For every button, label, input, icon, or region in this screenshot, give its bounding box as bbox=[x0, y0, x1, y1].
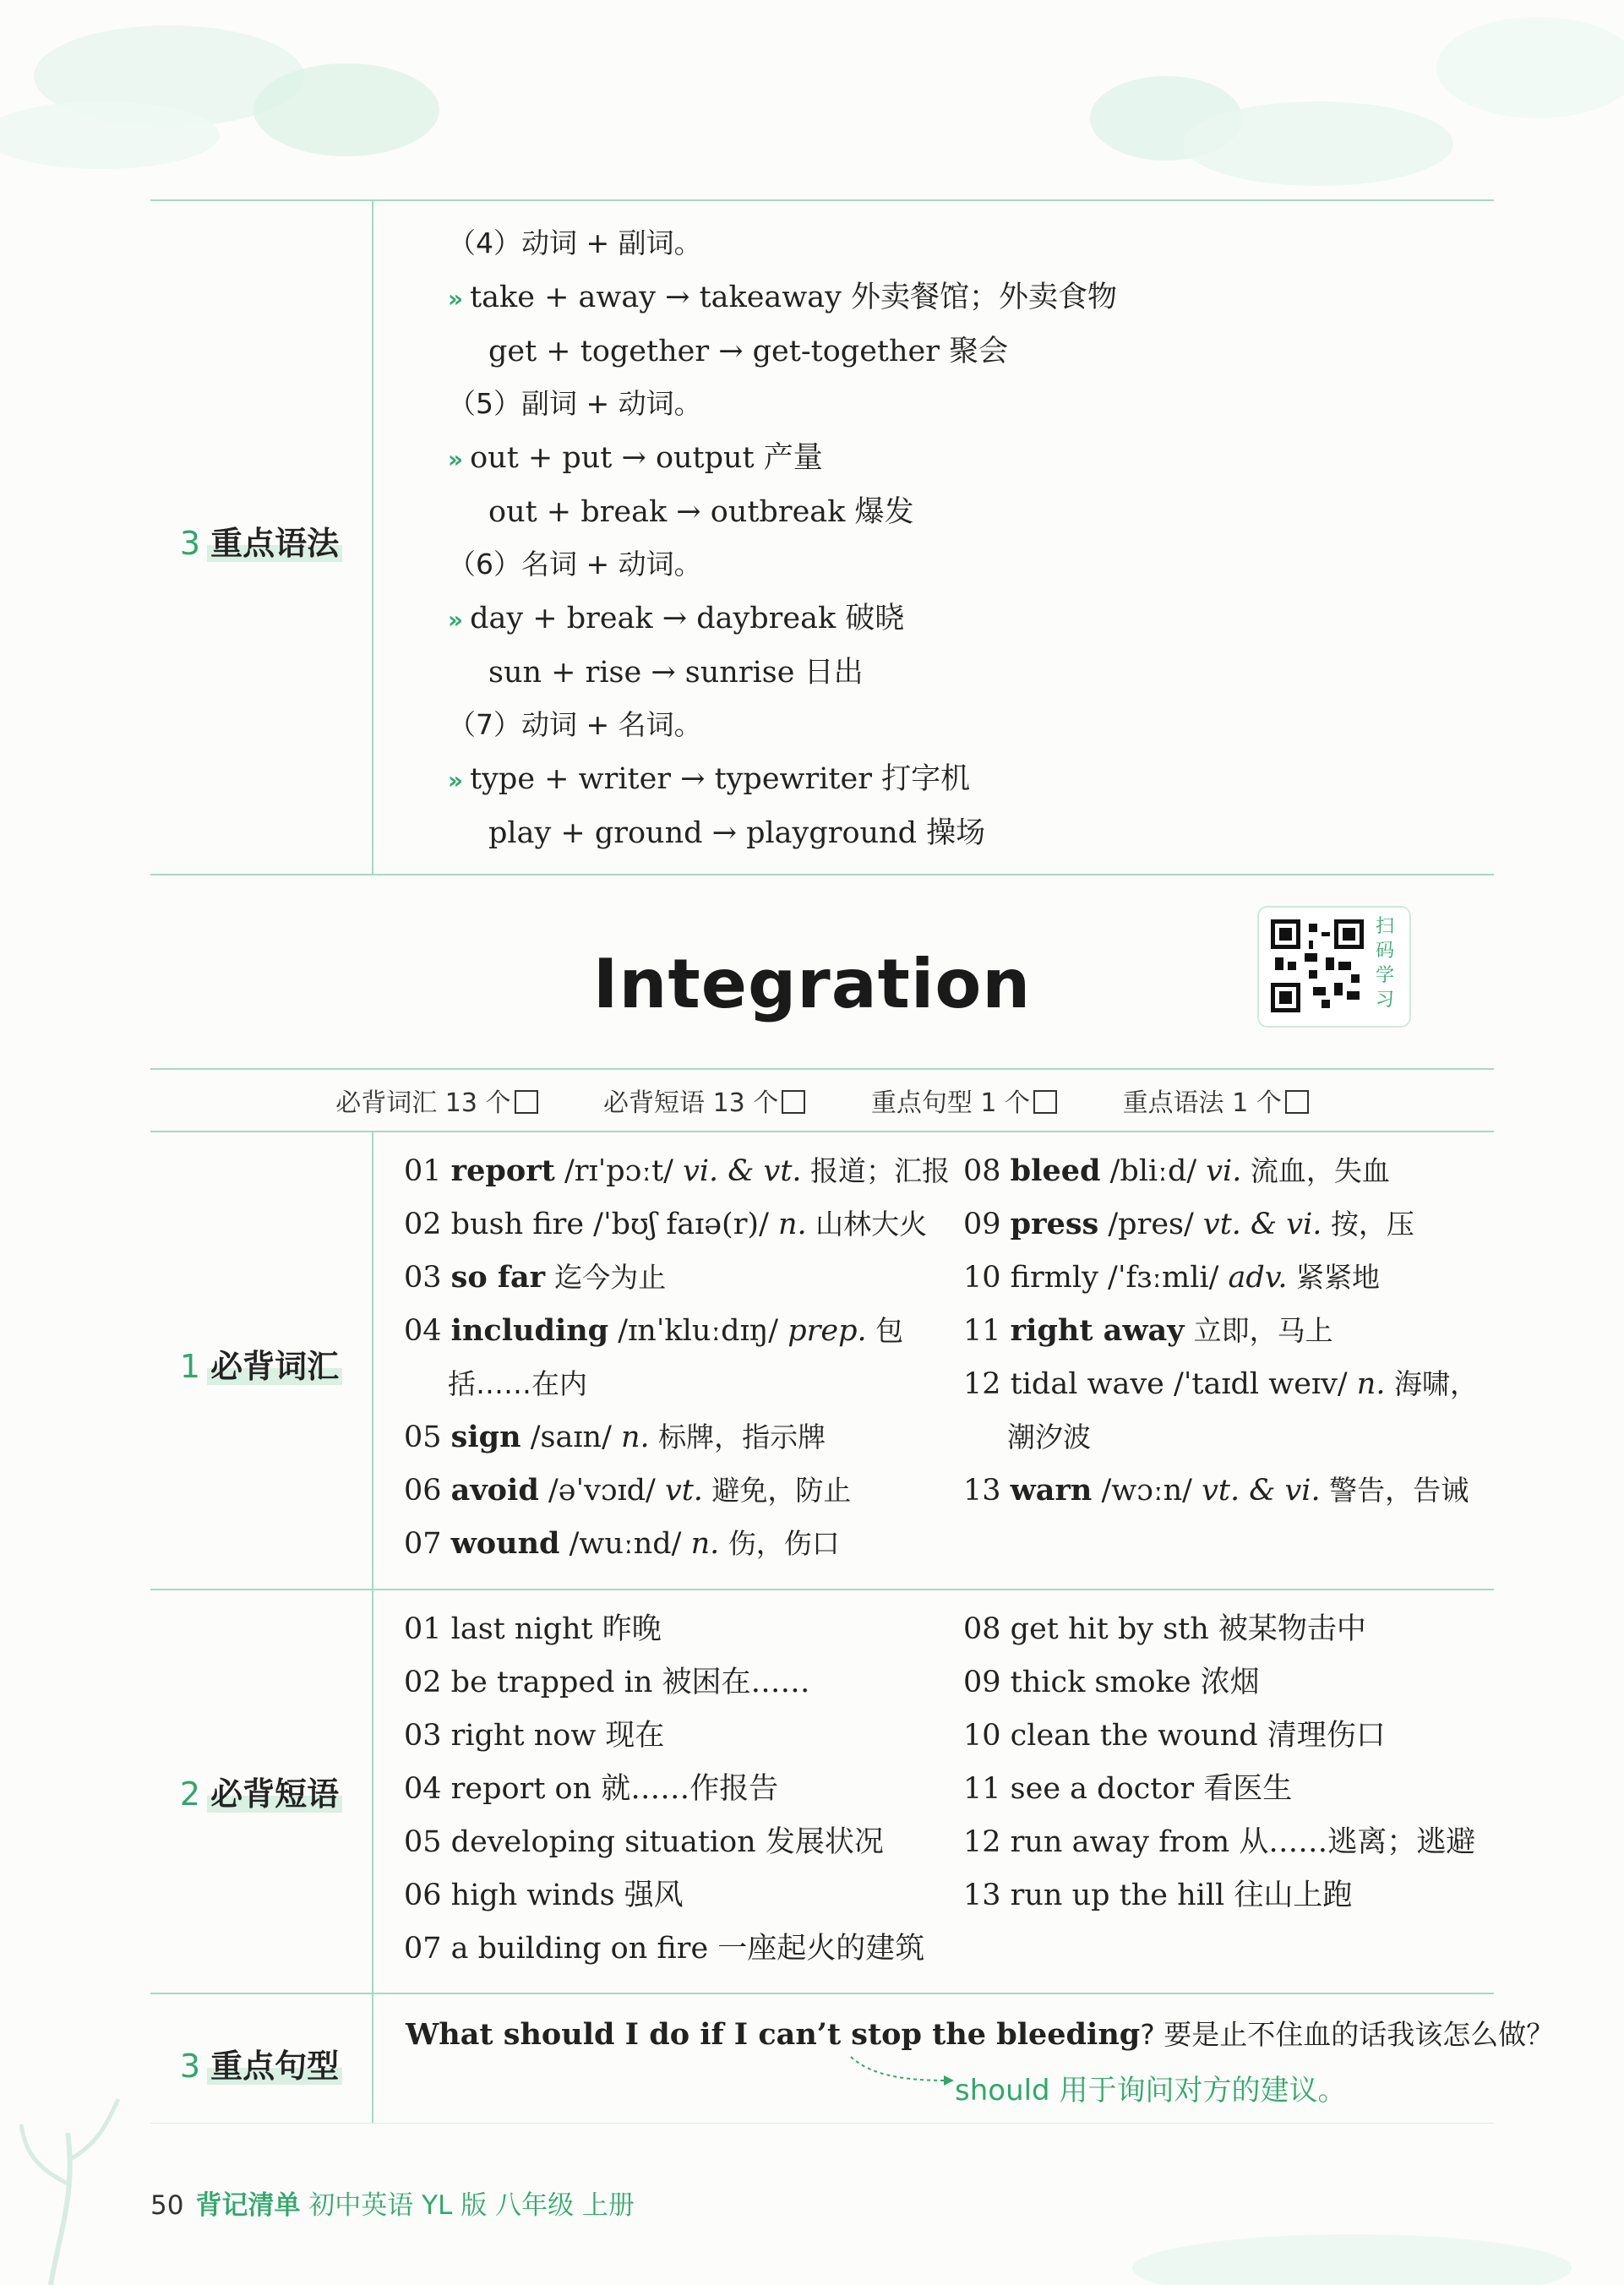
entry-number: 13 bbox=[963, 1474, 1011, 1508]
vocab-entry bbox=[404, 1421, 826, 1454]
phrase-entry: 13 run up the hill 往山上跑 bbox=[963, 1879, 1353, 1912]
entry-number: 03 bbox=[404, 1261, 451, 1295]
entry-meaning: 按，压 bbox=[1322, 1208, 1414, 1241]
book-subtitle: 初中英语 YL 版 八年级 上册 bbox=[300, 2190, 635, 2221]
entry-pos: n. bbox=[690, 1527, 720, 1561]
entry-number: 07 bbox=[404, 1527, 451, 1561]
phrases-label bbox=[150, 1768, 372, 1814]
summary-bar bbox=[150, 1082, 1494, 1119]
vocab-divider bbox=[372, 1132, 373, 1589]
phrase-entry: 05 developing situation 发展状况 bbox=[404, 1825, 884, 1859]
key-sentence bbox=[406, 2018, 1554, 2052]
vocab-entry bbox=[963, 1367, 1478, 1401]
entry-meaning: 山林大火 bbox=[806, 1208, 928, 1241]
summary-patterns: 重点句型 1 个 bbox=[871, 1088, 1057, 1118]
grammar-line: play + ground → playground 操场 bbox=[488, 816, 986, 850]
entry-phonetic: /rɪˈpɔːt/ bbox=[554, 1154, 684, 1188]
entry-meaning: 迄今为止 bbox=[554, 1261, 667, 1294]
qr-code-icon[interactable] bbox=[1271, 919, 1364, 1012]
entry-pos: adv. bbox=[1228, 1261, 1288, 1295]
phrase-entry: 09 thick smoke 浓烟 bbox=[963, 1666, 1260, 1699]
entry-meaning: 包 bbox=[866, 1314, 904, 1347]
entry-word: warn bbox=[1010, 1473, 1093, 1508]
entry-meaning: 标牌，指示牌 bbox=[649, 1421, 826, 1453]
entry-number: 04 bbox=[404, 1314, 451, 1348]
entry-meaning: 立即，马上 bbox=[1193, 1314, 1333, 1347]
entry-word: report bbox=[450, 1153, 555, 1188]
checkbox[interactable] bbox=[1033, 1090, 1057, 1114]
entry-word: firmly bbox=[1010, 1261, 1098, 1295]
note-pointer-icon bbox=[849, 2053, 959, 2087]
phrase-entry: 08 get hit by sth 被某物击中 bbox=[963, 1612, 1366, 1646]
grammar-line: » day + break → daybreak 破晓 bbox=[448, 602, 905, 635]
entry-phonetic: /wuːnd/ bbox=[559, 1527, 691, 1561]
book-title: 背记清单 bbox=[195, 2190, 301, 2221]
entry-number: 09 bbox=[963, 1208, 1011, 1241]
phrases-label-text: 必背短语 bbox=[207, 1775, 342, 1813]
entry-phonetic: /ˈbʊʃ faɪə(r)/ bbox=[584, 1208, 779, 1241]
vocab-label-text: 必背词汇 bbox=[207, 1348, 342, 1385]
grammar-label-num: 3 bbox=[179, 525, 201, 562]
patterns-bottom-rule bbox=[150, 2123, 1494, 2124]
vocab-label bbox=[150, 1340, 372, 1387]
vocab-entry bbox=[963, 1314, 1333, 1348]
entry-number: 06 bbox=[404, 1474, 451, 1508]
sentence-note: should 用于询问对方的建议。 bbox=[955, 2074, 1347, 2108]
grammar-label-text: 重点语法 bbox=[207, 525, 342, 562]
example-marker-icon: » bbox=[448, 766, 464, 794]
summary-phrases: 必背短语 13 个 bbox=[603, 1088, 805, 1118]
grammar-line: » take + away → takeaway 外卖餐馆；外卖食物 bbox=[448, 281, 1118, 314]
entry-word: bleed bbox=[1010, 1153, 1101, 1188]
entry-pos: vt. bbox=[664, 1474, 703, 1508]
entry-word: press bbox=[1010, 1207, 1099, 1241]
entry-phonetic: /ˈfɜːmli/ bbox=[1098, 1261, 1229, 1295]
vocab-entry bbox=[963, 1154, 1390, 1188]
grammar-line: （4）动词 + 副词。 bbox=[448, 226, 702, 259]
phrase-entry: 12 run away from 从……逃离；逃避 bbox=[963, 1825, 1476, 1859]
entry-pos: n. bbox=[621, 1421, 650, 1454]
patterns-label bbox=[150, 2040, 372, 2086]
vocab-entry bbox=[404, 1527, 840, 1561]
entry-number: 12 bbox=[963, 1367, 1011, 1401]
entry-number: 08 bbox=[963, 1154, 1011, 1188]
entry-phonetic: /saɪn/ bbox=[520, 1421, 621, 1454]
checkbox[interactable] bbox=[782, 1090, 805, 1114]
entry-number: 01 bbox=[404, 1154, 451, 1188]
entry-number: 05 bbox=[404, 1421, 451, 1454]
background-decoration bbox=[0, 0, 1624, 270]
grammar-line: （7）动词 + 名词。 bbox=[448, 708, 702, 741]
entry-meaning: 括……在内 bbox=[448, 1367, 587, 1400]
vocab-entry bbox=[963, 1474, 1469, 1508]
summary-grammar: 重点语法 1 个 bbox=[1123, 1088, 1309, 1118]
vocab-entry bbox=[963, 1208, 1414, 1241]
entry-phonetic: /əˈvɔɪd/ bbox=[538, 1474, 665, 1508]
key-sentence-en: What should I do if I can’t stop the bleeding bbox=[406, 2017, 1141, 2052]
entry-pos: vi. & vt. bbox=[683, 1154, 802, 1188]
vocab-bottom-rule bbox=[150, 1589, 1494, 1590]
grammar-divider bbox=[372, 201, 373, 874]
grammar-line: » type + writer → typewriter 打字机 bbox=[448, 762, 971, 796]
patterns-label-num: 3 bbox=[179, 2048, 201, 2085]
entry-phonetic: /bliːd/ bbox=[1100, 1154, 1207, 1188]
entry-word: tidal wave bbox=[1010, 1367, 1164, 1401]
grammar-line: sun + rise → sunrise 日出 bbox=[488, 656, 864, 690]
qr-scan-label: 扫码学习 bbox=[1375, 916, 1394, 1011]
vocab-label-num: 1 bbox=[179, 1348, 201, 1385]
entry-phonetic: /wɔːn/ bbox=[1092, 1474, 1202, 1508]
phrases-bottom-rule bbox=[150, 1993, 1494, 1994]
entry-meaning: 潮汐波 bbox=[1007, 1421, 1091, 1453]
entry-pos: vt. & vi. bbox=[1202, 1208, 1322, 1241]
phrase-entry: 11 see a doctor 看医生 bbox=[963, 1772, 1293, 1806]
summary-bottom-rule bbox=[150, 1131, 1494, 1132]
vocab-entry bbox=[404, 1208, 927, 1241]
phrase-entry: 01 last night 昨晚 bbox=[404, 1612, 662, 1646]
phrase-entry: 03 right now 现在 bbox=[404, 1719, 665, 1753]
grammar-line: » out + put → output 产量 bbox=[448, 441, 823, 475]
entry-number: 10 bbox=[963, 1261, 1011, 1295]
entry-word: right away bbox=[1010, 1313, 1185, 1348]
entry-phonetic: /pres/ bbox=[1098, 1208, 1203, 1241]
background-decoration-bottom bbox=[0, 2065, 1624, 2285]
example-marker-icon: » bbox=[448, 285, 464, 313]
vocab-entry bbox=[404, 1474, 851, 1508]
vocab-entry bbox=[404, 1154, 950, 1188]
entry-phonetic bbox=[545, 1261, 554, 1295]
entry-meaning: 警告，告诫 bbox=[1320, 1474, 1469, 1507]
entry-word: sign bbox=[450, 1420, 521, 1454]
entry-pos: vi. bbox=[1206, 1154, 1242, 1188]
page-footer bbox=[150, 2184, 635, 2222]
entry-word: wound bbox=[450, 1526, 560, 1561]
grammar-line: （6）名词 + 动词。 bbox=[448, 548, 702, 581]
checkbox[interactable] bbox=[515, 1090, 538, 1114]
entry-meaning: 伤，伤口 bbox=[719, 1527, 840, 1560]
grammar-line: get + together → get-together 聚会 bbox=[488, 335, 1009, 368]
entry-meaning: 海啸， bbox=[1385, 1367, 1478, 1400]
entry-phonetic: /ɪnˈkluːdɪŋ/ bbox=[608, 1314, 788, 1348]
entry-pos: n. bbox=[778, 1208, 807, 1241]
example-marker-icon: » bbox=[448, 445, 464, 473]
grammar-label bbox=[150, 517, 372, 564]
vocab-entry bbox=[404, 1314, 903, 1348]
phrases-label-num: 2 bbox=[179, 1775, 201, 1813]
page-title: Integration bbox=[592, 945, 1032, 1023]
entry-meaning: 紧紧地 bbox=[1287, 1261, 1381, 1294]
phrase-entry: 07 a building on fire 一座起火的建筑 bbox=[404, 1932, 925, 1966]
entry-meaning: 报道；汇报 bbox=[801, 1154, 951, 1187]
entry-word: bush fire bbox=[450, 1208, 585, 1241]
page-number: 50 bbox=[150, 2190, 184, 2221]
top-rule bbox=[150, 199, 1494, 201]
grammar-line: （5）副词 + 动词。 bbox=[448, 387, 702, 420]
entry-word: including bbox=[450, 1313, 609, 1348]
qr-code-panel[interactable] bbox=[1257, 906, 1411, 1028]
phrases-divider bbox=[372, 1590, 373, 1993]
entry-pos: n. bbox=[1356, 1367, 1386, 1401]
example-marker-icon: » bbox=[448, 606, 464, 634]
vocab-entry bbox=[1007, 1421, 1091, 1454]
key-sentence-cn: ? 要是止不住血的话我该怎么做？ bbox=[1140, 2018, 1555, 2051]
phrase-entry: 02 be trapped in 被困在…… bbox=[404, 1666, 810, 1699]
grammar-line: out + break → outbreak 爆发 bbox=[488, 495, 914, 529]
entry-meaning: 流血，失血 bbox=[1241, 1154, 1390, 1187]
vocab-entry bbox=[404, 1261, 666, 1295]
grammar-bottom-rule bbox=[150, 874, 1494, 875]
entry-phonetic: /ˈtaɪdl weɪv/ bbox=[1164, 1367, 1357, 1401]
entry-pos: vt. & vi. bbox=[1202, 1474, 1321, 1508]
summary-top-rule bbox=[150, 1068, 1494, 1070]
checkbox[interactable] bbox=[1285, 1090, 1309, 1114]
vocab-entry bbox=[963, 1261, 1380, 1295]
phrase-entry: 04 report on 就……作报告 bbox=[404, 1772, 779, 1806]
entry-meaning: 避免，防止 bbox=[702, 1474, 852, 1507]
entry-number: 11 bbox=[963, 1314, 1011, 1348]
entry-word: so far bbox=[450, 1260, 546, 1295]
vocab-entry bbox=[448, 1367, 587, 1401]
entry-pos: prep. bbox=[787, 1314, 867, 1348]
patterns-divider bbox=[372, 1994, 373, 2123]
phrase-entry: 10 clean the wound 清理伤口 bbox=[963, 1719, 1386, 1753]
patterns-label-text: 重点句型 bbox=[207, 2048, 342, 2085]
summary-vocab: 必背词汇 13 个 bbox=[335, 1088, 537, 1118]
entry-phonetic bbox=[1185, 1314, 1194, 1348]
phrase-entry: 06 high winds 强风 bbox=[404, 1879, 684, 1912]
entry-word: avoid bbox=[450, 1473, 539, 1508]
entry-number: 02 bbox=[404, 1208, 451, 1241]
